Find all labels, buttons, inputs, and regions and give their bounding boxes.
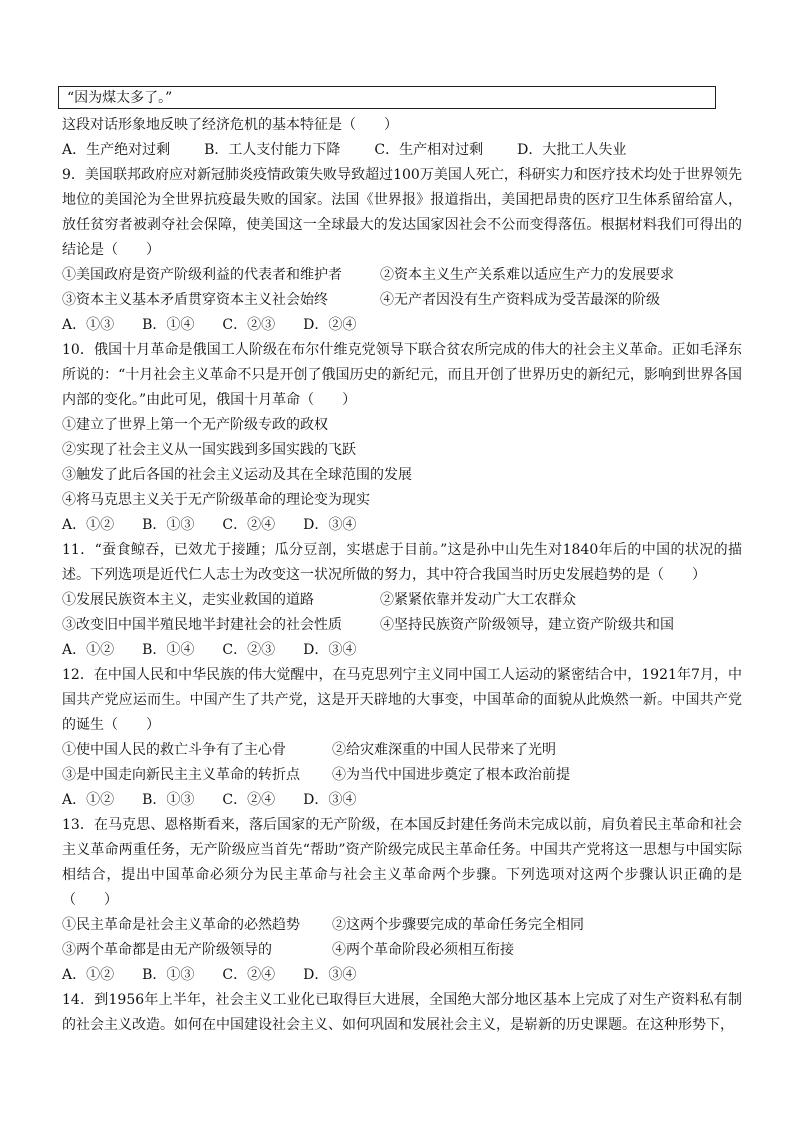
q10-option-b[interactable]: B．①③ bbox=[142, 517, 195, 533]
q10-option-a[interactable]: A．①② bbox=[62, 517, 115, 533]
q10-item-1: ①建立了世界上第一个无产阶级专政的政权 bbox=[62, 417, 328, 433]
q13-option-d[interactable]: D．③④ bbox=[303, 967, 357, 983]
q9-options bbox=[62, 313, 742, 338]
q13-option-b[interactable]: B．①③ bbox=[142, 967, 195, 983]
q13-stem: 13．在马克思、恩格斯看来，落后国家的无产阶级，在本国反封建任务尚未完成以前，肩负着民主革命和社会主义革命两重任务，无产阶级应当首先“帮助”资产阶级完成民主革命任务。中国共产党将这一思想与中国实际相结合，提出中国革命必须分为民主革命与社会主义革命两个步骤。下列选项对这两个步骤认识正确的是（ ） bbox=[62, 817, 742, 908]
question-13 bbox=[62, 813, 742, 988]
q12-options bbox=[62, 788, 742, 813]
q10-item-2: ②实现了社会主义从一国实践到多国实践的飞跃 bbox=[62, 442, 356, 458]
q13-item-3: ③两个革命都是由无产阶级领导的 bbox=[62, 942, 272, 958]
q11-items-row-2 bbox=[62, 613, 742, 638]
q12-stem: 12．在中国人民和中华民族的伟大觉醒中，在马克思列宁主义同中国工人运动的紧密结合中，1921年7月，中国共产党应运而生。中国产生了共产党，这是开天辟地的大事变，中国革命的面貌从此焕然一新。中国共产党的诞生（ ） bbox=[62, 667, 742, 733]
q13-item-2: ②这两个步骤要完成的革命任务完全相同 bbox=[332, 917, 584, 933]
q10-stem: 10．俄国十月革命是俄国工人阶级在布尔什维克党领导下联合贫农所完成的伟大的社会主义革命。正如毛泽东所说的：“十月社会主义革命不只是开创了俄国历史的新纪元，而且开创了世界历史的新纪元，影响到世界各国内部的变化。”由此可见，俄国十月革命（ ） bbox=[62, 342, 742, 408]
q12-option-b[interactable]: B．①③ bbox=[142, 792, 195, 808]
q11-items-row-1 bbox=[62, 588, 742, 613]
q9-items-row-2 bbox=[62, 288, 742, 313]
question-9 bbox=[62, 163, 742, 338]
q8-stem: 这段对话形象地反映了经济危机的基本特征是（ ） bbox=[62, 117, 398, 133]
q12-item-3: ③是中国走向新民主主义革命的转折点 bbox=[62, 767, 300, 783]
q9-item-4: ④无产者因没有生产资料成为受苦最深的阶级 bbox=[380, 292, 660, 308]
q9-item-3: ③资本主义基本矛盾贯穿资本主义社会始终 bbox=[62, 292, 328, 308]
quote-box: “因为煤太多了。” bbox=[58, 86, 716, 109]
q9-option-d[interactable]: D．②④ bbox=[303, 317, 357, 333]
q9-option-a[interactable]: A．①③ bbox=[62, 317, 115, 333]
q10-item-4: ④将马克思主义关于无产阶级革命的理论变为现实 bbox=[62, 492, 370, 508]
q11-option-d[interactable]: D．③④ bbox=[303, 642, 357, 658]
q11-option-a[interactable]: A．①② bbox=[62, 642, 115, 658]
q12-items-row-2 bbox=[62, 763, 742, 788]
q11-item-1: ①发展民族资本主义，走实业救国的道路 bbox=[62, 592, 314, 608]
q11-option-c[interactable]: C．②③ bbox=[222, 642, 276, 658]
q9-items-row-1 bbox=[62, 263, 742, 288]
question-10 bbox=[62, 338, 742, 538]
q11-stem: 11．“蚕食鲸吞，已效尤于接踵；瓜分豆剖，实堪虑于目前。”这是孙中山先生对1840年后的中国的状况的描述。下列选项是近代仁人志士为改变这一状况所做的努力，其中符合我国当时历史发展趋势的是（ ） bbox=[62, 542, 742, 583]
q10-options bbox=[62, 513, 742, 538]
q8-option-b[interactable]: B．工人支付能力下降 bbox=[204, 142, 341, 158]
q12-option-c[interactable]: C．②④ bbox=[222, 792, 276, 808]
q14-stem: 14．到1956年上半年，社会主义工业化已取得巨大进展，全国绝大部分地区基本上完成了对生产资料私有制的社会主义改造。如何在中国建设社会主义、如何巩固和发展社会主义，是崭新的历史课题。在这种形势下， bbox=[62, 992, 742, 1033]
q9-stem: 9．美国联邦政府应对新冠肺炎疫情政策失败导致超过100万美国人死亡，科研实力和医疗技术均处于世界领先地位的美国沦为全世界抗疫最失败的国家。法国《世界报》报道指出，美国把昂贵的医疗卫生体系留给富人，放任贫穷者被剥夺社会保障，使美国这一全球最大的发达国家因社会不公而变得落伍。根据材料我们可得出的结论是（ ） bbox=[62, 167, 742, 258]
q11-item-2: ②紧紧依靠并发动广大工农群众 bbox=[380, 592, 576, 608]
q9-item-1: ①美国政府是资产阶级利益的代表者和维护者 bbox=[62, 267, 342, 283]
q12-item-1: ①使中国人民的救亡斗争有了主心骨 bbox=[62, 742, 286, 758]
q9-option-b[interactable]: B．①④ bbox=[142, 317, 195, 333]
q12-item-4: ④为当代中国进步奠定了根本政治前提 bbox=[332, 767, 570, 783]
q12-option-d[interactable]: D．③④ bbox=[303, 792, 357, 808]
q10-option-c[interactable]: C．②④ bbox=[222, 517, 276, 533]
q12-option-a[interactable]: A．①② bbox=[62, 792, 115, 808]
q13-items-row-1 bbox=[62, 913, 742, 938]
question-11 bbox=[62, 538, 742, 663]
question-14 bbox=[62, 988, 742, 1038]
q13-option-a[interactable]: A．①② bbox=[62, 967, 115, 983]
question-12 bbox=[62, 663, 742, 813]
q11-item-3: ③改变旧中国半殖民地半封建社会的社会性质 bbox=[62, 617, 342, 633]
q13-item-1: ①民主革命是社会主义革命的必然趋势 bbox=[62, 917, 300, 933]
q13-option-c[interactable]: C．②④ bbox=[222, 967, 276, 983]
q11-item-4: ④坚持民族资产阶级领导，建立资产阶级共和国 bbox=[380, 617, 674, 633]
q12-items-row-1 bbox=[62, 738, 742, 763]
q10-option-d[interactable]: D．③④ bbox=[303, 517, 357, 533]
q13-items-row-2 bbox=[62, 938, 742, 963]
q11-option-b[interactable]: B．①④ bbox=[142, 642, 195, 658]
exam-page bbox=[62, 86, 742, 1038]
q8-option-d[interactable]: D．大批工人失业 bbox=[517, 142, 627, 158]
q13-item-4: ④两个革命阶段必须相互衔接 bbox=[332, 942, 514, 958]
q10-item-3: ③触发了此后各国的社会主义运动及其在全球范围的发展 bbox=[62, 467, 412, 483]
q8-options bbox=[62, 138, 742, 163]
q12-item-2: ②给灾难深重的中国人民带来了光明 bbox=[332, 742, 556, 758]
q13-options bbox=[62, 963, 742, 988]
q11-options bbox=[62, 638, 742, 663]
q8-option-c[interactable]: C．生产相对过剩 bbox=[374, 142, 484, 158]
q9-option-c[interactable]: C．②③ bbox=[222, 317, 276, 333]
q8-option-a[interactable]: A．生产绝对过剩 bbox=[62, 142, 171, 158]
q9-item-2: ②资本主义生产关系难以适应生产力的发展要求 bbox=[380, 267, 674, 283]
